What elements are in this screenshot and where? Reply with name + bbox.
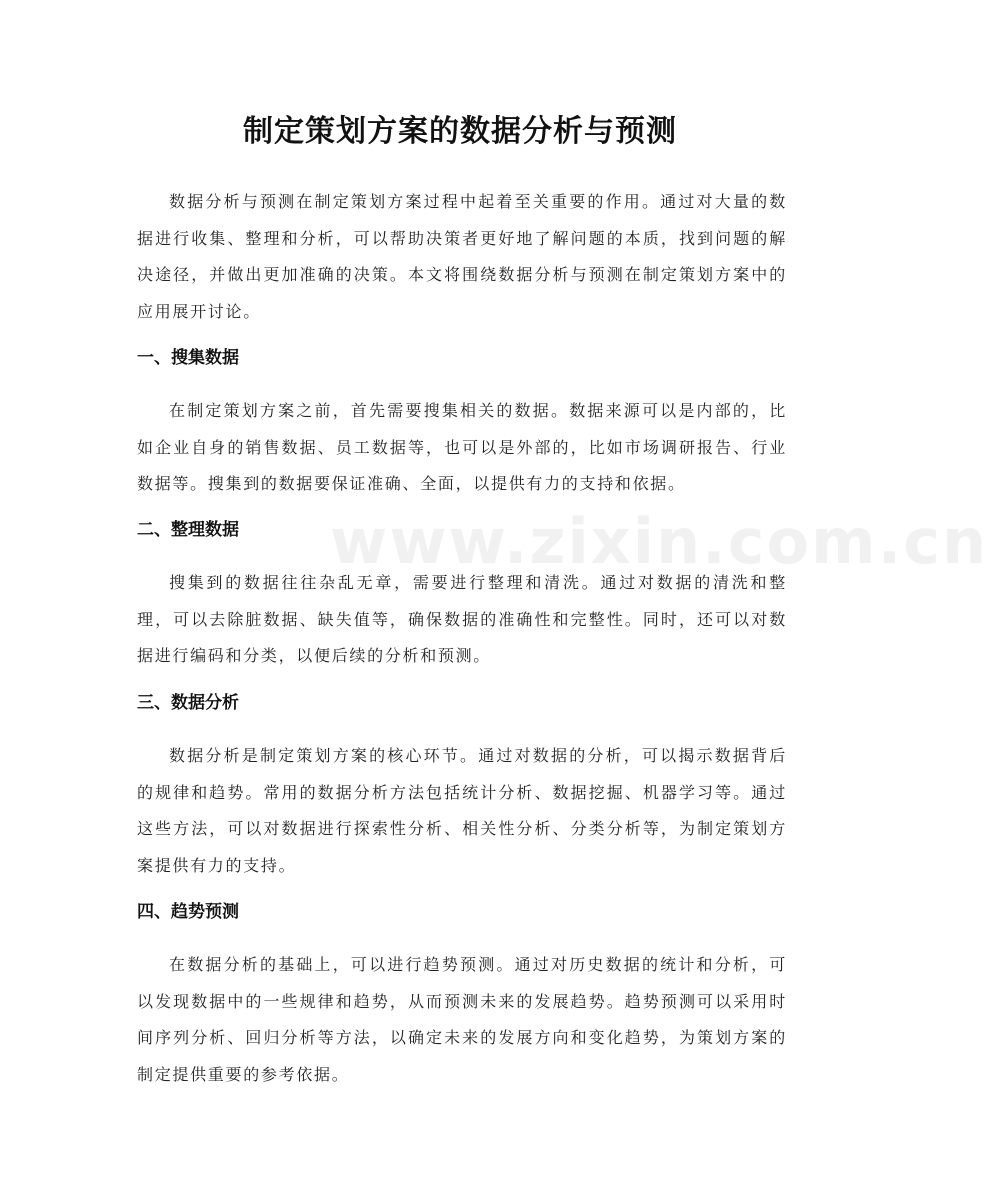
document-title: 制定策划方案的数据分析与预测 [243,114,677,149]
section-body-analysis: 数据分析是制定策划方案的核心环节。通过对数据的分析，可以揭示数据背后的规律和趋势。常用的数据分析方法包括统计分析、数据挖掘、机器学习等。通过这些方法，可以对数据进行探索性分析、相关性分析、分类分析等，为制定策划方案提供有力的支持。 [137,746,787,875]
section-heading-organize: 二、整理数据 [137,520,239,540]
section-heading-collect: 一、搜集数据 [137,348,239,368]
section-heading-analysis: 三、数据分析 [137,693,239,713]
section-body-collect: 在制定策划方案之前，首先需要搜集相关的数据。数据来源可以是内部的，比如企业自身的销售数据、员工数据等，也可以是外部的，比如市场调研报告、行业数据等。搜集到的数据要保证准确、全面，以提供有力的支持和依据。 [137,401,787,493]
section-heading-forecast: 四、趋势预测 [137,902,239,922]
intro-paragraph: 数据分析与预测在制定策划方案过程中起着至关重要的作用。通过对大量的数据进行收集、整理和分析，可以帮助决策者更好地了解问题的本质，找到问题的解决途径，并做出更加准确的决策。本文将围绕数据分析与预测在制定策划方案中的应用展开讨论。 [137,192,787,321]
section-body-forecast: 在数据分析的基础上，可以进行趋势预测。通过对历史数据的统计和分析，可以发现数据中的一些规律和趋势，从而预测未来的发展趋势。趋势预测可以采用时间序列分析、回归分析等方法，以确定未来的发展方向和变化趋势，为策划方案的制定提供重要的参考依据。 [137,955,787,1084]
watermark: www.zixin.com.cn [330,505,988,578]
section-body-organize: 搜集到的数据往往杂乱无章，需要进行整理和清洗。通过对数据的清洗和整理，可以去除脏数据、缺失值等，确保数据的准确性和完整性。同时，还可以对数据进行编码和分类，以便后续的分析和预测。 [137,573,787,665]
